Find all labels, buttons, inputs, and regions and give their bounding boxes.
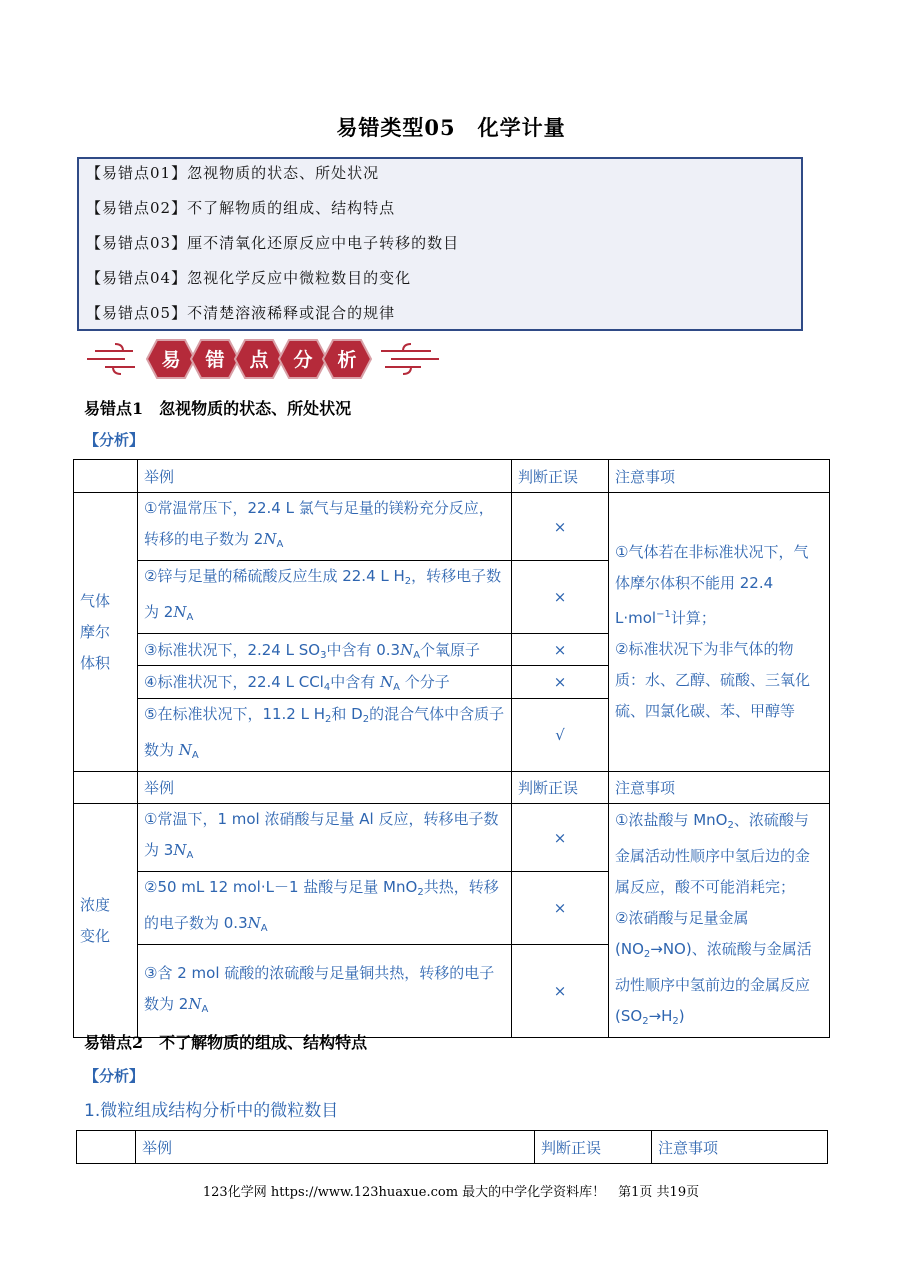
doc-title: 易错类型05 化学计量 — [336, 115, 566, 140]
section1-analysis-label: 【分析】 — [84, 431, 145, 449]
toc-item-04: 【易错点04】忽视化学反应中微粒数目的变化 — [86, 269, 412, 287]
section2-heading: 易错点2 不了解物质的组成、结构特点 — [84, 1033, 368, 1052]
section2-subheading: 1.微粒组成结构分析中的微粒数目 — [84, 1101, 339, 1121]
example-text: ③含 2 mol 硫酸的浓硫酸与足量铜共热，转移的电子数为 $2N_A$ — [138, 945, 512, 1038]
toc-item-02: 【易错点02】不了解物质的组成、结构特点 — [86, 199, 396, 217]
example-text: ①常温常压下，22.4 L 氯气与足量的镁粉充分反应，转移的电子数为 $2N_A$ — [138, 493, 512, 561]
table-header-row — [74, 772, 830, 804]
table-header-row — [74, 460, 830, 493]
error-points-toc — [77, 157, 803, 331]
judge-mark: × — [512, 872, 609, 945]
table-row — [74, 493, 830, 561]
header-note: 注意事项 — [652, 1131, 828, 1164]
header-example: 举例 — [136, 1131, 535, 1164]
header-example: 举例 — [138, 460, 512, 493]
header-judge: 判断正误 — [535, 1131, 652, 1164]
judge-mark: × — [512, 561, 609, 634]
example-text: ④标准状况下，22.4 L CCl$_4$中含有 $N_A$ 个分子 — [138, 666, 512, 699]
banner-char-1: 易 — [161, 349, 181, 371]
judge-mark: × — [512, 493, 609, 561]
example-text: ②50 mL 12 mol·L－1 盐酸与足量 MnO$_2$共热，转移的电子数为 $0.3N_A$ — [138, 872, 512, 945]
toc-item-05: 【易错点05】不清楚溶液稀释或混合的规律 — [86, 304, 396, 322]
page-footer: 123化学网 https://www.123huaxue.com 最大的中学化学资料库！ 第1页 共19页 — [202, 1185, 700, 1200]
table-row — [74, 804, 830, 872]
judge-mark: × — [512, 666, 609, 699]
banner-char-3: 点 — [249, 349, 269, 371]
judge-mark: × — [512, 804, 609, 872]
toc-item-01: 【易错点01】忽视物质的状态、所处状况 — [86, 164, 380, 182]
header-note: 注意事项 — [609, 460, 830, 493]
header-example: 举例 — [138, 772, 512, 804]
example-text: ②锌与足量的稀硫酸反应生成 22.4 L $H_2$，转移电子数为 $2N_A$ — [138, 561, 512, 634]
table-header-row — [77, 1131, 828, 1164]
judge-mark: × — [512, 945, 609, 1038]
note-text: ①气体若在非标准状况下，气体摩尔体积不能用 22.4 L·mol$^{-1}$计算； ②标准状况下为非气体的物质：水、乙醇、硫酸、三氧化硫、四氯化碳、苯、甲醇等 — [609, 493, 830, 772]
banner-char-2: 错 — [205, 349, 225, 371]
section1-table — [73, 459, 830, 1038]
example-text: ⑤在标准状况下，11.2 L $H_2$和 $D_2$的混合气体中含质子数为 $N_A$ — [138, 699, 512, 772]
section2-table — [76, 1130, 828, 1164]
group-label-concentration-change: 浓度变化 — [74, 804, 138, 1038]
toc-item-03: 【易错点03】厘不清氧化还原反应中电子转移的数目 — [86, 234, 460, 252]
note-text: ①浓盐酸与 MnO$_2$、浓硫酸与金属活动性顺序中氢后边的金属反应，酸不可能消耗完； ②浓硝酸与足量金属$(NO_2\to NO)$、浓硫酸与金属活动性顺序中氢前边的金属反应$(SO_2\to H_2)$ — [609, 804, 830, 1038]
header-note: 注意事项 — [609, 772, 830, 804]
header-judge: 判断正误 — [512, 460, 609, 493]
banner-char-5: 析 — [337, 349, 357, 371]
section1-heading: 易错点1 忽视物质的状态、所处状况 — [84, 399, 352, 418]
judge-mark: √ — [512, 699, 609, 772]
header-judge: 判断正误 — [512, 772, 609, 804]
group-label-gas-molar-volume: 气体摩尔体积 — [74, 493, 138, 772]
section2-analysis-label: 【分析】 — [84, 1067, 145, 1085]
example-text: ①常温下，1 mol 浓硝酸与足量 Al 反应，转移电子数为 $3N_A$ — [138, 804, 512, 872]
example-text: ③标准状况下，2.24 L $SO_3$中含有 $0.3N_A$个氧原子 — [138, 634, 512, 666]
banner-char-4: 分 — [293, 349, 313, 371]
judge-mark: × — [512, 634, 609, 666]
analysis-banner — [85, 336, 441, 382]
